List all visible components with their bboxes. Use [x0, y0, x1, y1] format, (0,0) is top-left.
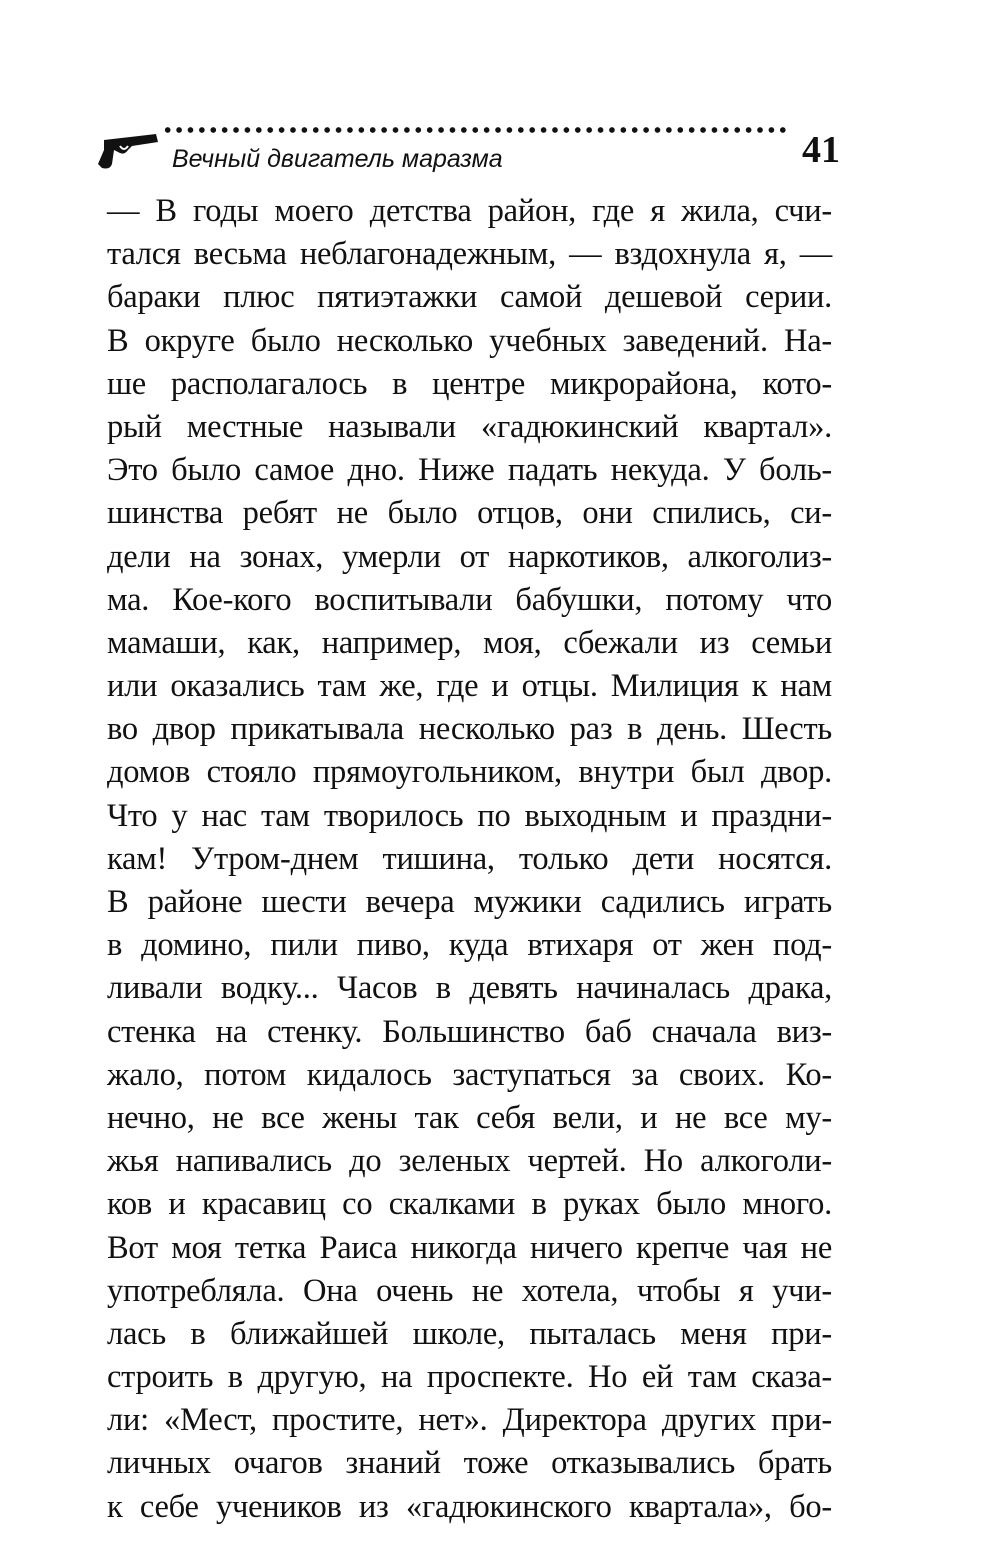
text-line: домов стояло прямоугольником, внутри был двор.: [107, 754, 832, 791]
body-text: [107, 190, 832, 1529]
text-line: стенка на стенку. Большинство баб сначала виз-: [107, 1013, 832, 1050]
text-line: ков и красавиц со скалками в руках было много.: [107, 1186, 832, 1223]
text-line: строить в другую, на проспекте. Но ей там сказа-: [107, 1359, 832, 1396]
running-head: [98, 122, 840, 182]
text-line: Что у нас там творилось по выходным и праздни-: [107, 797, 832, 834]
text-line: личных очагов знаний тоже отказывались брать: [107, 1445, 832, 1482]
text-line: мамаши, как, например, моя, сбежали из семьи: [107, 624, 832, 661]
text-line: в домино, пили пиво, куда втихаря от жен под-: [107, 927, 832, 964]
text-line: жья напивались до зеленых чертей. Но алкоголи-: [107, 1143, 832, 1180]
text-line: Это было самое дно. Ниже падать некуда. У боль-: [107, 452, 832, 489]
text-line: ливали водку... Часов в девять начиналась драка,: [107, 970, 832, 1007]
text-line: дели на зонах, умерли от наркотиков, алкоголиз-: [107, 538, 832, 575]
text-line: кам! Утром-днем тишина, только дети носятся.: [107, 840, 832, 877]
text-line: нечно, не все жены так себя вели, и не все му-: [107, 1099, 832, 1136]
dot-leader: [162, 124, 788, 136]
text-line: В округе было несколько учебных заведений. На-: [107, 322, 832, 359]
text-line: ли: «Мест, простите, нет». Директора других при-: [107, 1402, 832, 1439]
text-line: шинства ребят не было отцов, они спились, си-: [107, 495, 832, 532]
page-number: 41: [802, 129, 840, 171]
text-line: тался весьма неблагонадежным, — вздохнула я, —: [107, 236, 832, 273]
text-line: лась в ближайшей школе, пыталась меня при-: [107, 1315, 832, 1352]
text-line: ма. Кое-кого воспитывали бабушки, потому что: [107, 581, 832, 618]
text-line: ше располагалось в центре микрорайона, кото-: [107, 365, 832, 402]
text-line: к себе учеников из «гадюкинского квартала», бо-: [107, 1488, 832, 1525]
running-title: Вечный двигатель маразма: [172, 145, 503, 173]
pistol-icon: [98, 130, 160, 170]
text-line: Вот моя тетка Раиса никогда ничего крепче чая не: [107, 1229, 832, 1266]
text-line: рый местные называли «гадюкинский квартал».: [107, 408, 832, 445]
text-line: жало, потом кидалось заступаться за своих. Ко-: [107, 1056, 832, 1093]
text-line: употребляла. Она очень не хотела, чтобы я учи-: [107, 1272, 832, 1309]
text-line: В районе шести вечера мужики садились играть: [107, 884, 832, 920]
text-line: — В годы моего детства район, где я жила, счи-: [107, 193, 832, 229]
text-line: бараки плюс пятиэтажки самой дешевой серии.: [107, 279, 832, 316]
text-line: во двор прикатывала несколько раз в день. Шесть: [107, 711, 832, 748]
text-line: или оказались там же, где и отцы. Милиция к нам: [107, 668, 832, 705]
